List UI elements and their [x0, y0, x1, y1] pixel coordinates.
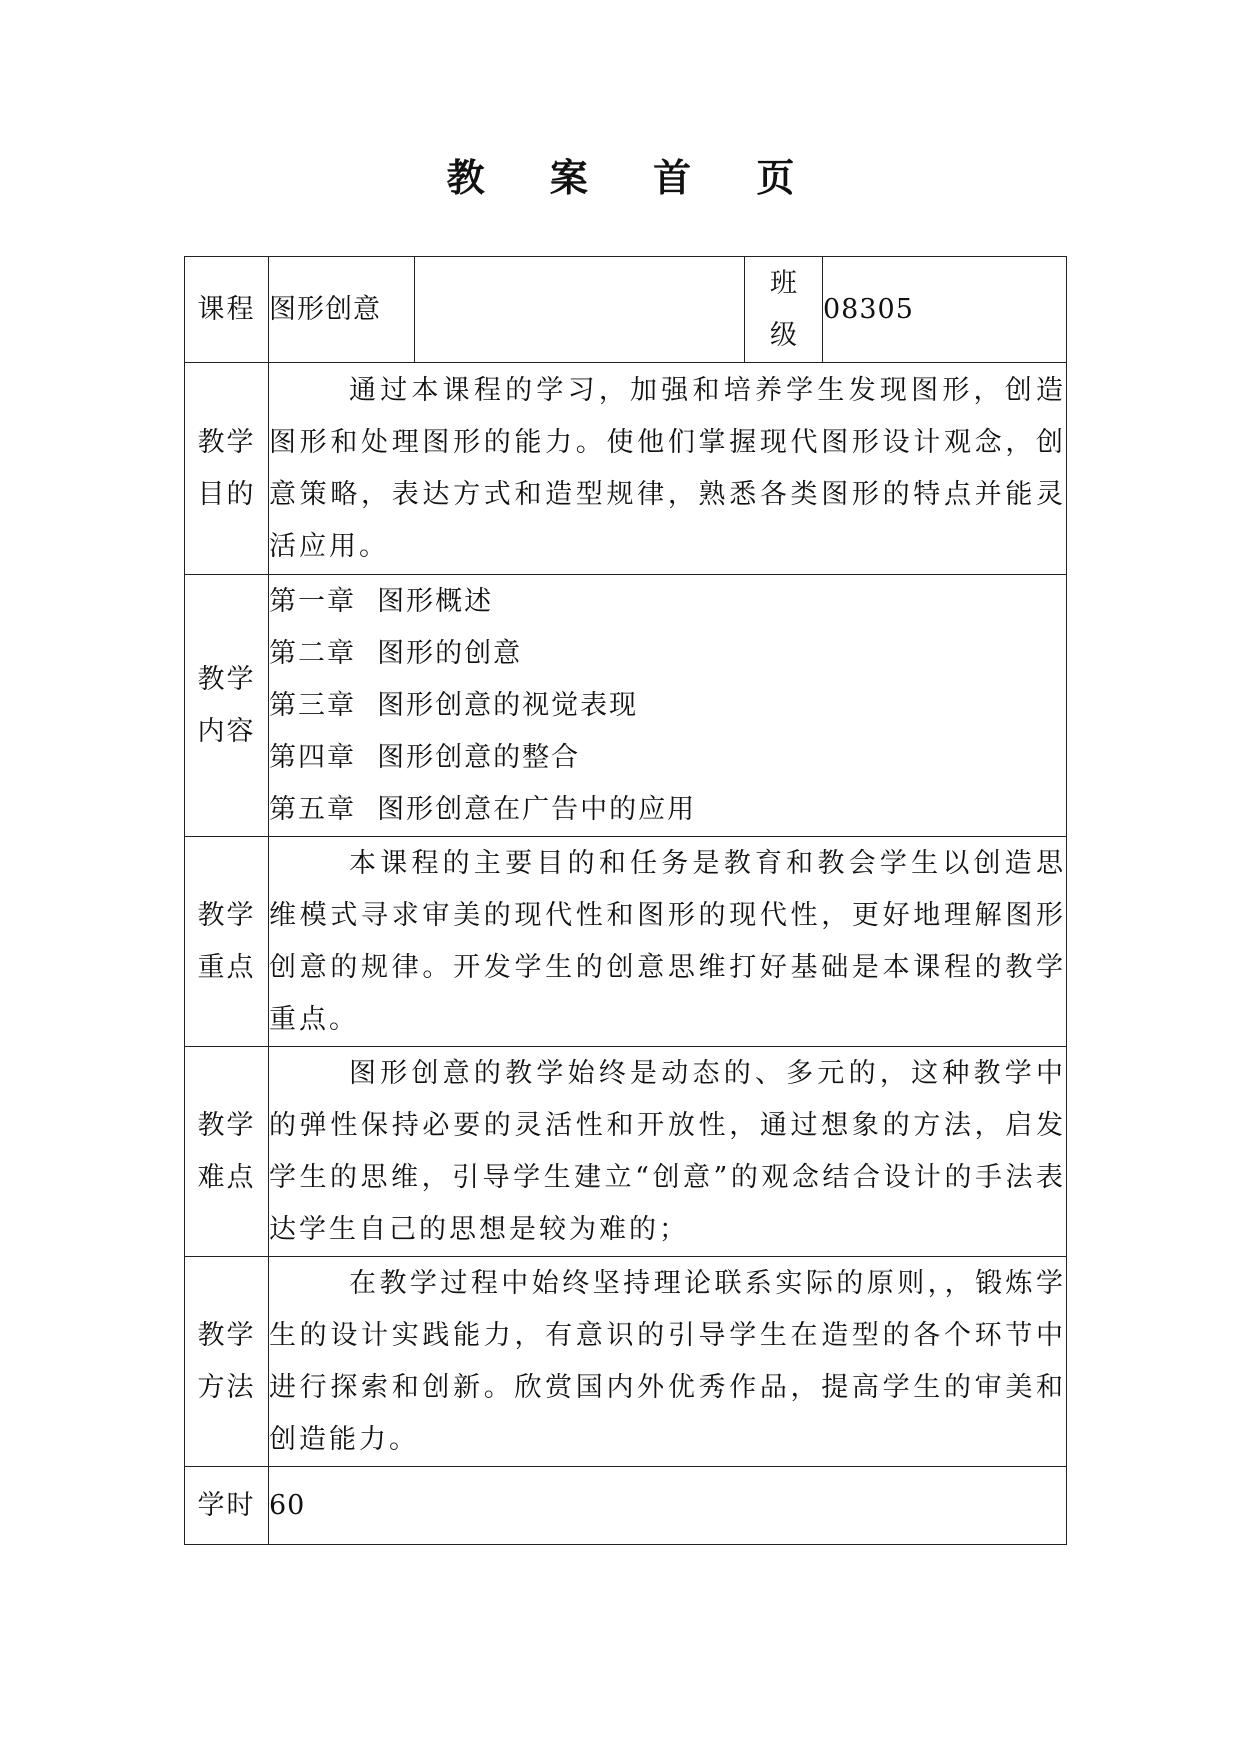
content-row [185, 575, 1067, 837]
methods-label [185, 1257, 269, 1467]
methods-label-line2: 方法 [197, 1371, 256, 1403]
class-label-line2: 级 [770, 319, 797, 351]
chapter-item: 第五章 图形创意在广告中的应用 [269, 793, 697, 825]
content-chapters [269, 575, 1067, 837]
course-value: 图形创意 [269, 257, 415, 363]
class-label [745, 257, 823, 363]
class-label-line1: 班 [770, 267, 797, 299]
chapter-item: 第三章 图形创意的视觉表现 [269, 689, 639, 721]
difficulties-text: 图形创意的教学始终是动态的、多元的，这种教学中的弹性保持必要的灵活性和开放性，通过想象的方法，启发学生的思维，引导学生建立“创意”的观念结合设计的手法表达学生自己的思想是较为难的； [269, 1047, 1067, 1257]
key-points-text: 本课程的主要目的和任务是教育和教会学生以创造思维模式寻求审美的现代性和图形的现代性，更好地理解图形创意的规律。开发学生的创意思维打好基础是本课程的教学重点。 [269, 837, 1067, 1047]
key-points-label-line1: 教学 [197, 899, 256, 931]
key-points-label-line2: 重点 [197, 951, 256, 983]
content-label-line1: 教学 [197, 663, 256, 695]
objectives-row [185, 363, 1067, 575]
difficulties-row [185, 1047, 1067, 1257]
chapter-item: 第四章 图形创意的整合 [269, 741, 581, 773]
hours-label: 学时 [185, 1467, 269, 1545]
chapter-item: 第一章 图形概述 [269, 585, 494, 617]
class-value: 08305 [823, 257, 1067, 363]
hours-row [185, 1467, 1067, 1545]
content-label [185, 575, 269, 837]
content-label-line2: 内容 [197, 715, 256, 747]
objectives-label-line2: 目的 [197, 478, 256, 510]
hours-value: 60 [269, 1467, 1067, 1545]
chapter-item: 第二章 图形的创意 [269, 637, 523, 669]
lesson-plan-table [184, 256, 1067, 1545]
course-label: 课程 [185, 257, 269, 363]
methods-label-line1: 教学 [197, 1319, 256, 1351]
difficulties-label-line2: 难点 [197, 1161, 256, 1193]
page-title: 教 案 首 页 [446, 155, 821, 200]
key-points-label [185, 837, 269, 1047]
difficulties-label-line1: 教学 [197, 1109, 256, 1141]
objectives-text: 通过本课程的学习，加强和培养学生发现图形，创造图形和处理图形的能力。使他们掌握现代图形设计观念，创意策略，表达方式和造型规律，熟悉各类图形的特点并能灵活应用。 [269, 363, 1067, 575]
objectives-label [185, 363, 269, 575]
methods-text: 在教学过程中始终坚持理论联系实际的原则，，锻炼学生的设计实践能力，有意识的引导学生在造型的各个环节中进行探索和创新。欣赏国内外优秀作品，提高学生的审美和创造能力。 [269, 1257, 1067, 1467]
course-row [185, 257, 1067, 363]
course-blank-cell [415, 257, 745, 363]
objectives-label-line1: 教学 [197, 426, 256, 458]
key-points-row [185, 837, 1067, 1047]
methods-row [185, 1257, 1067, 1467]
difficulties-label [185, 1047, 269, 1257]
